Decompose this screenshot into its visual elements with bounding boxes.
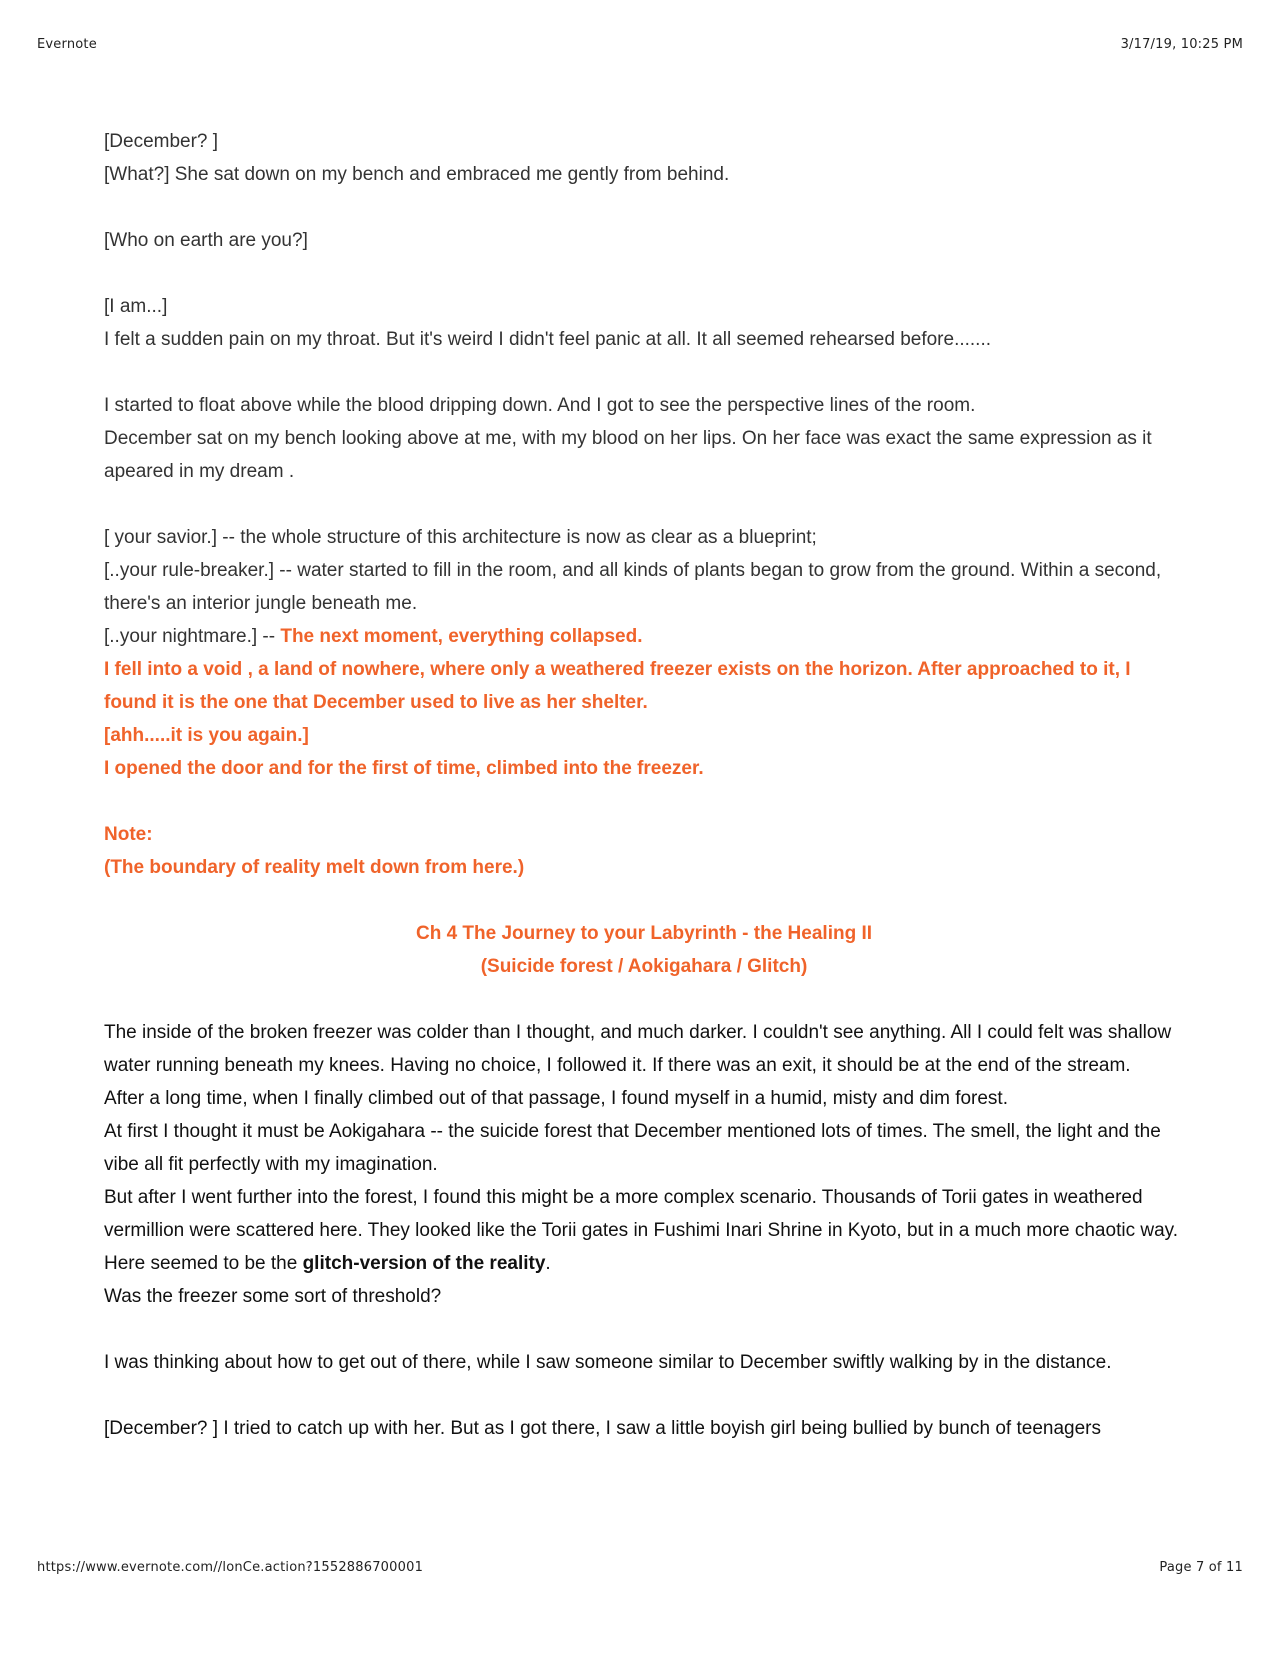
- paragraph: [104, 1181, 1184, 1280]
- paragraph: [December? ] I tried to catch up with her. But as I got there, I saw a little boyish girl being bullied by bunch of teenagers: [104, 1418, 1101, 1439]
- paragraph: I started to float above while the blood dripping down. And I got to see the perspective lines of the room.: [104, 395, 976, 416]
- paragraph-text: But after I went further into the forest, I found this might be a more complex scenario. Thousands of Torii gates in weathered vermillion were scattered here. They looked like the Torii gates in Fushimi Inari Shrine in Kyoto, but in a much more chaotic way. Here seemed to be the: [104, 1187, 1179, 1274]
- highlight-paragraph: I opened the door and for the first of time, climbed into the freezer.: [104, 758, 704, 779]
- note-label: Note:: [104, 824, 153, 845]
- header-app-name: Evernote: [37, 37, 97, 52]
- paragraph: [..your rule-breaker.] -- water started to fill in the room, and all kinds of plants began to grow from the ground. Within a second, there's an interior jungle beneath me.: [104, 560, 1162, 614]
- highlight-paragraph: [ahh.....it is you again.]: [104, 725, 309, 746]
- paragraph-text: .: [545, 1253, 551, 1274]
- paragraph: [I am...]: [104, 296, 168, 317]
- highlight-text: The next moment, everything collapsed.: [280, 626, 643, 647]
- paragraph: [ your savior.] -- the whole structure of this architecture is now as clear as a blueprint;: [104, 527, 817, 548]
- highlight-paragraph: I fell into a void , a land of nowhere, where only a weathered freezer exists on the horizon. After approached to it, I found it is the one that December used to live as her shelter.: [104, 659, 1131, 713]
- paragraph: The inside of the broken freezer was colder than I thought, and much darker. I couldn't see anything. All I could felt was shallow water running beneath my knees. Having no choice, I followed it. If there was an exit, it should be at the end of the stream.: [104, 1022, 1172, 1076]
- paragraph: Was the freezer some sort of threshold?: [104, 1286, 442, 1307]
- chapter-title: Ch 4 The Journey to your Labyrinth - the Healing II: [415, 923, 873, 944]
- paragraph: [What?] She sat down on my bench and embraced me gently from behind.: [104, 164, 730, 185]
- note-text: (The boundary of reality melt down from here.): [104, 857, 525, 878]
- paragraph: After a long time, when I finally climbed out of that passage, I found myself in a humid, misty and dim forest.: [104, 1088, 1008, 1109]
- header-datetime: 3/17/19, 10:25 PM: [1120, 37, 1243, 52]
- footer-url: https://www.evernote.com//lonCe.action?1552886700001: [37, 1560, 424, 1575]
- paragraph: I felt a sudden pain on my throat. But it's weird I didn't feel panic at all. It all seemed rehearsed before.......: [104, 329, 992, 350]
- paragraph: [Who on earth are you?]: [104, 230, 308, 251]
- paragraph-text: [..your nightmare.] --: [104, 626, 281, 647]
- footer-page-number: Page 7 of 11: [1159, 1560, 1243, 1575]
- bold-text: glitch-version of the reality: [302, 1253, 546, 1274]
- paragraph: At first I thought it must be Aokigahara -- the suicide forest that December mentioned lots of times. The smell, the light and the vibe all fit perfectly with my imagination.: [104, 1121, 1161, 1175]
- note-content: [104, 125, 1184, 1445]
- paragraph: December sat on my bench looking above at me, with my blood on her lips. On her face was exact the same expression as it apeared in my dream .: [104, 428, 1152, 482]
- chapter-subtitle: (Suicide forest / Aokigahara / Glitch): [480, 956, 808, 977]
- paragraph: [104, 620, 1184, 653]
- paragraph: [December? ]: [104, 131, 219, 152]
- paragraph: I was thinking about how to get out of there, while I saw someone similar to December swiftly walking by in the distance.: [104, 1352, 1112, 1373]
